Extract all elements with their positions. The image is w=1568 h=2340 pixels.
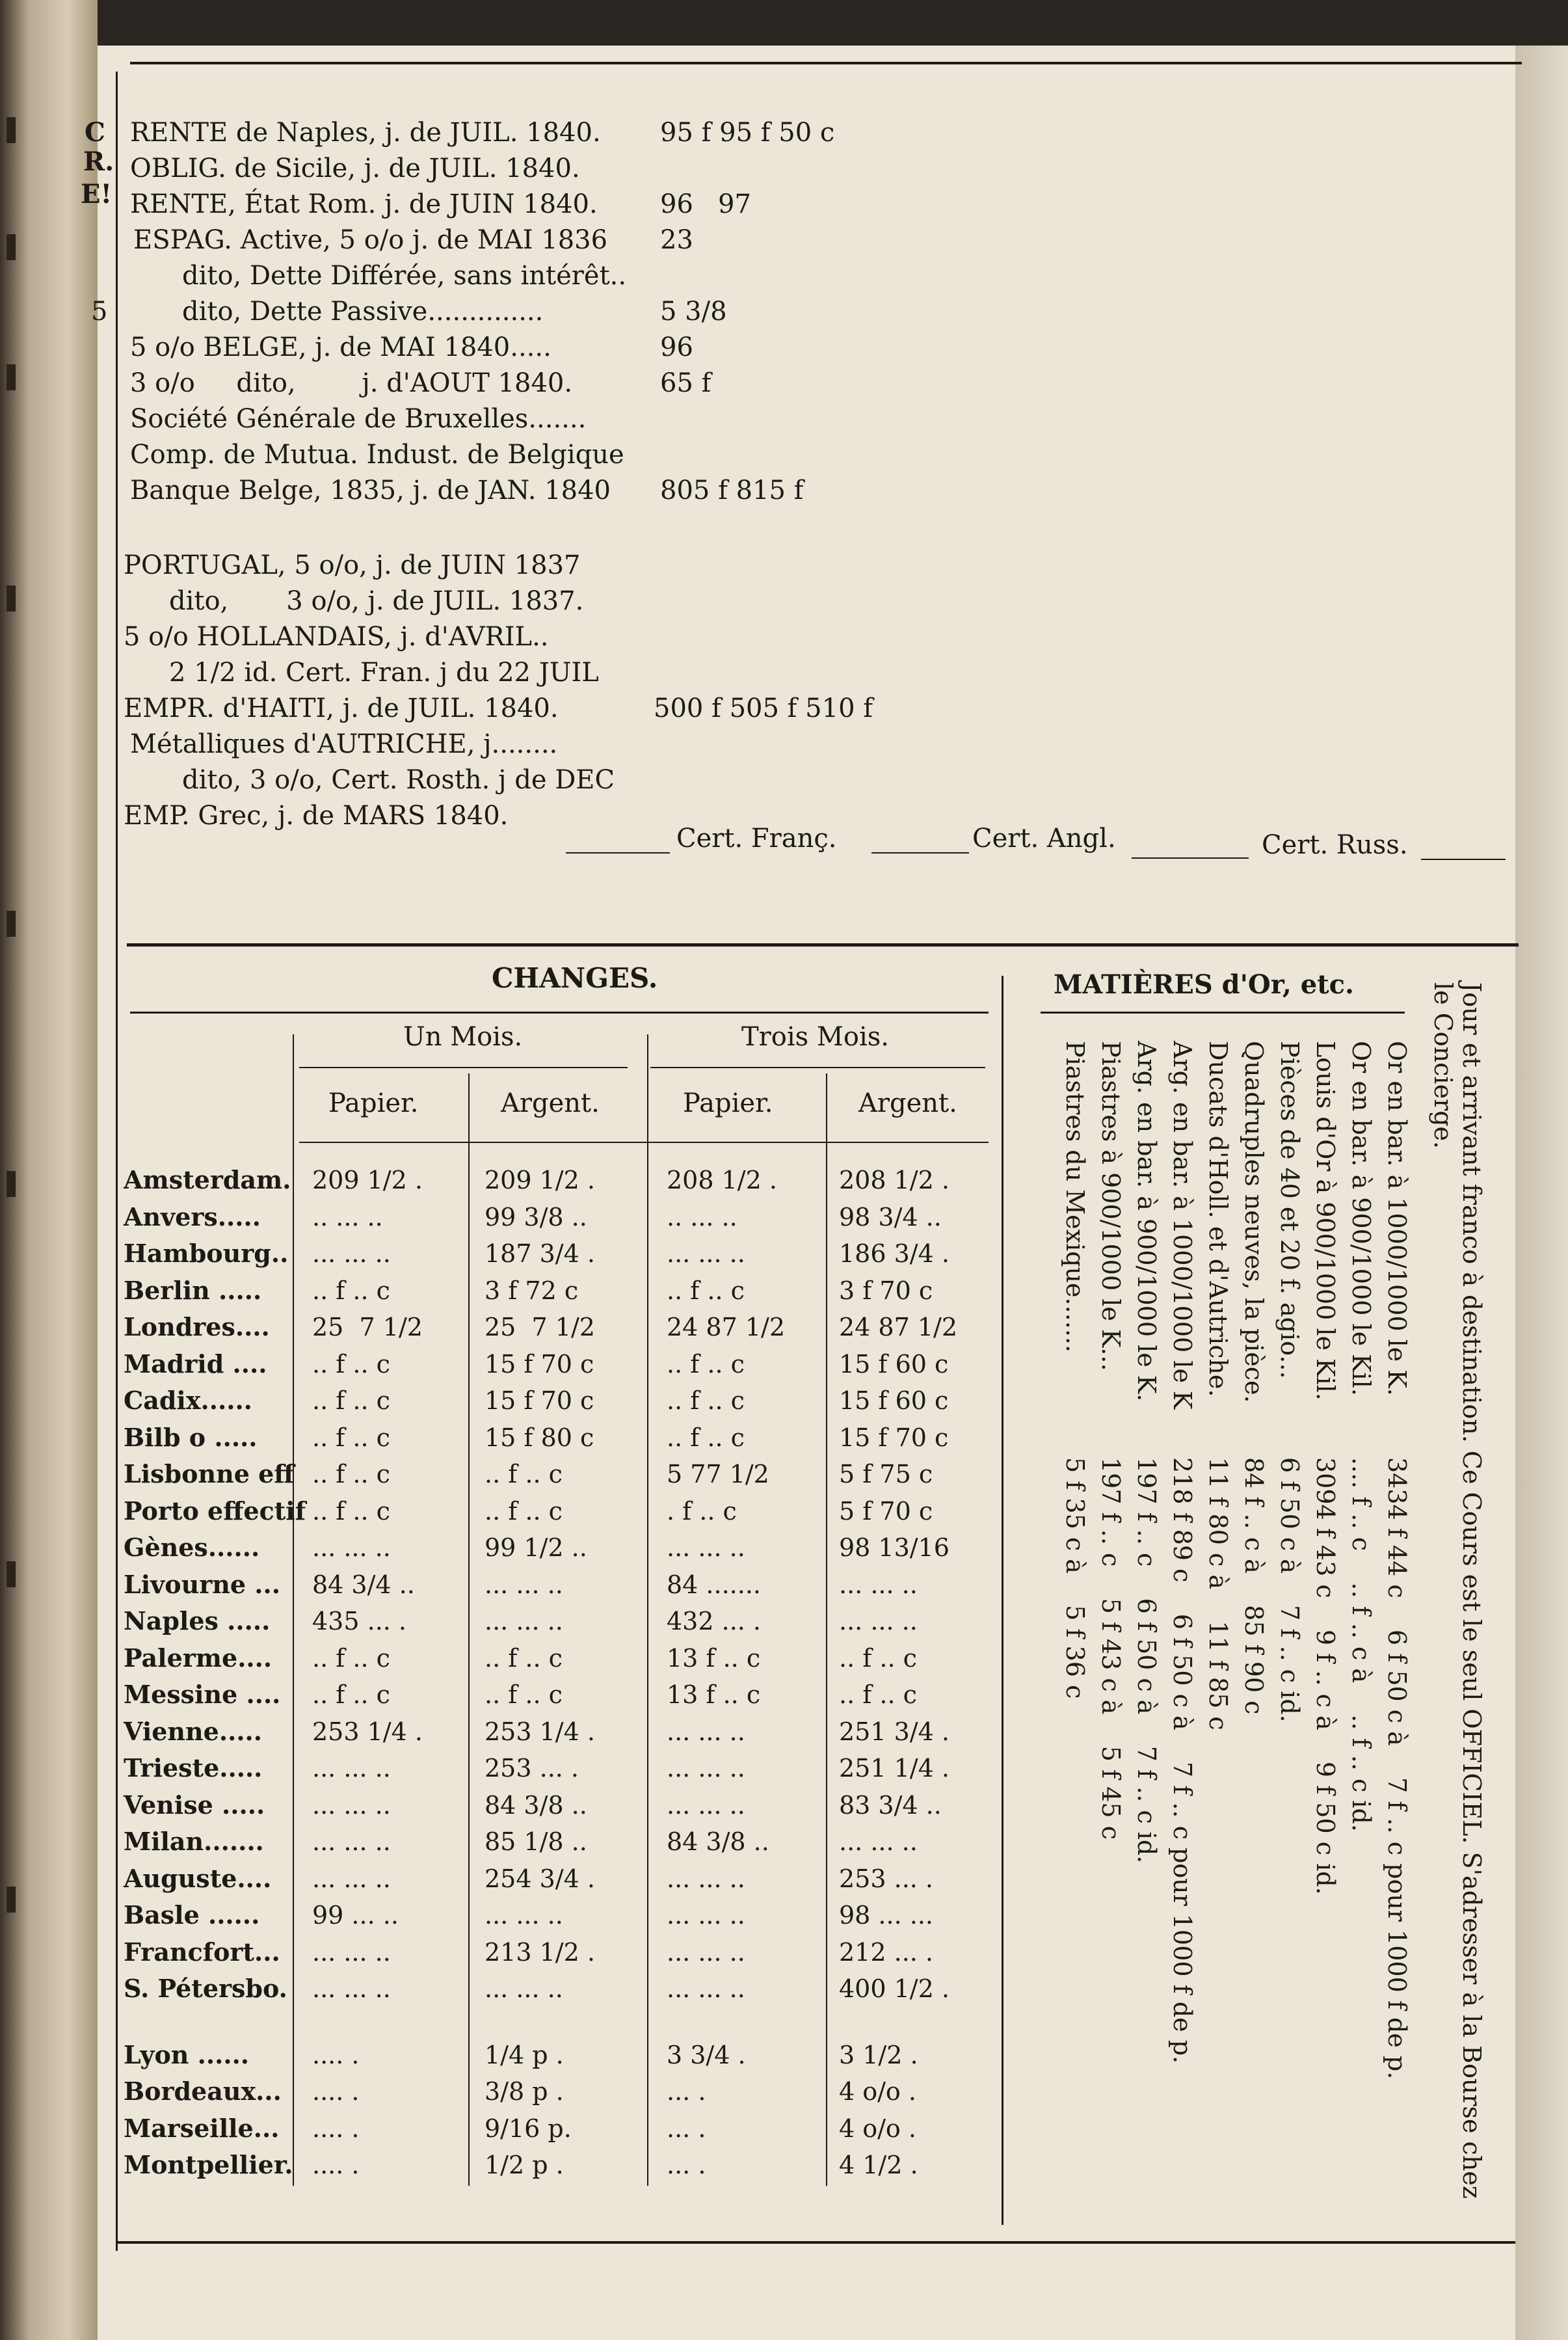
change-place: Venise ..... (124, 1790, 265, 1820)
change-place: Londres.... (124, 1312, 270, 1341)
change-value: .... . (312, 2151, 360, 2179)
change-value: 3 f 72 c (485, 1276, 579, 1305)
change-value: 3/8 p . (485, 2077, 564, 2106)
fonds-label: ESPAG. Active, 5 o/o j. de MAI 1836 (133, 225, 608, 255)
change-value: 400 1/2 . (839, 1974, 950, 2003)
col-line (647, 1034, 648, 2186)
change-value: .. f .. c (485, 1497, 563, 1526)
change-place: Auguste.... (124, 1864, 272, 1893)
change-value: ... . (667, 2077, 706, 2106)
change-value: ... ... .. (839, 1607, 918, 1635)
change-value: 25 7 1/2 (485, 1313, 595, 1341)
col-papier-2: Papier. (683, 1088, 773, 1118)
change-value: .. f .. c (485, 1460, 563, 1488)
change-value: .. f .. c (839, 1680, 917, 1709)
matiere-label: Quadruples neuves, la pièce. (1240, 1041, 1268, 1403)
change-value: 4 o/o . (839, 2114, 916, 2143)
fonds-label: Société Générale de Bruxelles....... (130, 404, 587, 434)
matiere-label: Ducats d'Holl. et d'Autriche. (1204, 1041, 1232, 1397)
fonds-value: 5 3/8 (660, 297, 727, 327)
change-value: ... ... .. (667, 1791, 745, 1820)
change-value: .... . (312, 2041, 360, 2069)
change-place: Cadix...... (124, 1386, 252, 1415)
change-place: Amsterdam. (124, 1165, 291, 1194)
change-value: 13 f .. c (667, 1680, 761, 1709)
change-value: .. f .. c (312, 1680, 390, 1709)
change-value: 24 87 1/2 (667, 1313, 786, 1341)
change-value: .... . (312, 2114, 360, 2143)
change-value: 85 1/8 .. (485, 1827, 587, 1856)
changes-title-rule (130, 1012, 989, 1014)
bottom-rule (117, 2241, 1515, 2244)
change-place: Milan....... (124, 1827, 264, 1856)
change-value: ... ... .. (667, 1864, 745, 1893)
change-value: ... ... .. (667, 1239, 745, 1268)
change-value: 5 f 70 c (839, 1497, 933, 1526)
change-value: ... ... .. (667, 1717, 745, 1746)
change-value: 15 f 70 c (485, 1350, 594, 1378)
fonds-label: OBLIG. de Sicile, j. de JUIL. 1840. (130, 154, 580, 183)
top-rule (130, 62, 1522, 64)
matiere-value: 5 f 35 c à 5 f 36 c (1061, 1457, 1089, 1699)
fonds-label: 5 o/o HOLLANDAIS, j. d'AVRIL.. (124, 622, 549, 652)
change-place: Francfort... (124, 1937, 280, 1967)
fonds-label: dito, Dette Passive.............. (182, 297, 544, 327)
change-value: ... ... .. (667, 1533, 745, 1562)
fonds-label: RENTE, État Rom. j. de JUIN 1840. (130, 189, 598, 219)
blank-line (1132, 857, 1249, 859)
change-value: ... ... .. (485, 1570, 563, 1599)
change-value: .. f .. c (312, 1386, 390, 1415)
change-value: .. f .. c (485, 1644, 563, 1673)
change-value: 15 f 70 c (485, 1386, 594, 1415)
matiere-value: 197 f .. c 5 f 43 c à 5 f 45 c (1096, 1457, 1125, 1840)
change-value: .. f .. c (485, 1680, 563, 1709)
change-value: 208 1/2 . (667, 1166, 777, 1194)
change-value: 13 f .. c (667, 1644, 761, 1673)
page-edge (1515, 46, 1568, 2340)
left-border (116, 72, 118, 969)
fonds-value: 96 97 (660, 189, 751, 219)
change-place: Hambourg.. (124, 1239, 289, 1268)
change-place: Anvers..... (124, 1202, 261, 1231)
column-divider (1002, 976, 1003, 2225)
change-value: .. ... .. (312, 1203, 383, 1231)
change-value: 3 3/4 . (667, 2041, 746, 2069)
change-value: .. f .. c (667, 1423, 745, 1452)
change-value: 251 3/4 . (839, 1717, 950, 1746)
fonds-label: EMP. Grec, j. de MARS 1840. (124, 801, 509, 831)
change-place: Naples ..... (124, 1606, 271, 1635)
col-line (468, 1073, 470, 2186)
margin-letter: 5 (91, 297, 108, 327)
matiere-label: Pièces de 40 et 20 f. agio... (1275, 1041, 1304, 1379)
change-place: Trieste..... (124, 1753, 263, 1782)
margin-letter: E! (81, 179, 113, 209)
change-value: 4 o/o . (839, 2077, 916, 2106)
change-value: .. f .. c (312, 1460, 390, 1488)
change-value: 9/16 p. (485, 2114, 572, 2143)
change-value: 84 3/8 .. (485, 1791, 587, 1820)
change-value: 186 3/4 . (839, 1239, 950, 1268)
change-value: ... ... .. (312, 1533, 391, 1562)
matieres-title: MATIÈRES d'Or, etc. (1054, 969, 1354, 1000)
change-place: Montpellier. (124, 2150, 293, 2179)
matiere-value: 197 f .. c 6 f 50 c à 7 f .. c id. (1132, 1457, 1161, 1864)
left-border (116, 950, 118, 2251)
change-value: .. f .. c (312, 1644, 390, 1673)
blank-line (1421, 859, 1506, 860)
change-value: .. f .. c (312, 1497, 390, 1526)
fonds-label: Comp. de Mutua. Indust. de Belgique (130, 440, 624, 470)
fonds-label: 2 1/2 id. Cert. Fran. j du 22 JUIL (169, 658, 599, 688)
group-rule (650, 1067, 985, 1068)
change-value: 98 ... ... (839, 1901, 933, 1930)
change-value: 5 77 1/2 (667, 1460, 769, 1488)
matiere-label: Or en bar. à 900/1000 le Kil. (1347, 1041, 1375, 1396)
col-argent-1: Argent. (501, 1088, 600, 1118)
fonds-value: 96 (660, 332, 693, 362)
changes-title: CHANGES. (492, 962, 658, 994)
fonds-label: dito, 3 o/o, Cert. Rosth. j de DEC (182, 765, 615, 795)
col-line (826, 1073, 827, 2186)
change-place: Marseille... (124, 2114, 280, 2143)
fonds-label: Métalliques d'AUTRICHE, j........ (130, 729, 558, 759)
change-value: 251 1/4 . (839, 1754, 950, 1782)
margin-letter: R. (83, 146, 114, 177)
cert-angl: Cert. Angl. (972, 824, 1116, 854)
cert-russ: Cert. Russ. (1262, 830, 1408, 860)
change-value: 209 1/2 . (312, 1166, 423, 1194)
change-value: 187 3/4 . (485, 1239, 595, 1268)
change-value: ... ... .. (312, 1938, 391, 1967)
fonds-label: 5 o/o BELGE, j. de MAI 1840..... (130, 332, 551, 362)
change-value: ... ... .. (667, 1938, 745, 1967)
change-place: Madrid .... (124, 1349, 267, 1378)
fonds-label: PORTUGAL, 5 o/o, j. de JUIN 1837 (124, 550, 581, 580)
change-place: S. Pétersbo. (124, 1974, 287, 2003)
change-value: 213 1/2 . (485, 1938, 595, 1967)
col-argent-2: Argent. (858, 1088, 957, 1118)
group-rule (299, 1067, 628, 1068)
change-value: 98 3/4 .. (839, 1203, 942, 1231)
change-value: ... ... .. (667, 1901, 745, 1930)
fonds-label: dito, Dette Différée, sans intérêt.. (182, 261, 627, 291)
change-value: 432 ... . (667, 1607, 762, 1635)
change-place: Basle ...... (124, 1900, 260, 1930)
change-value: 98 13/16 (839, 1533, 950, 1562)
change-value: .. ... .. (667, 1203, 737, 1231)
change-value: ... ... .. (667, 1754, 745, 1782)
matiere-label: Or en bar. à 1000/1000 le K. (1383, 1041, 1411, 1396)
matiere-label: Arg. en bar. à 900/1000 le K. (1132, 1041, 1161, 1402)
change-value: ... ... .. (485, 1974, 563, 2003)
change-value: ... ... .. (312, 1754, 391, 1782)
change-value: 254 3/4 . (485, 1864, 595, 1893)
change-value: 3 1/2 . (839, 2041, 918, 2069)
col-papier-1: Papier. (328, 1088, 419, 1118)
change-value: ... . (667, 2151, 706, 2179)
change-value: 83 3/4 .. (839, 1791, 942, 1820)
change-place: Bordeaux... (124, 2077, 282, 2106)
change-value: ... ... .. (485, 1607, 563, 1635)
matieres-footer: Jour et arrivant franco à destination. Ce Cours est le seul OFFICIEL. S'adresser à la Bourse chez le Concierge. (1429, 982, 1486, 2199)
change-value: 15 f 80 c (485, 1423, 594, 1452)
change-value: 1/2 p . (485, 2151, 564, 2179)
change-value: .. f .. c (667, 1276, 745, 1305)
change-value: 15 f 60 c (839, 1386, 949, 1415)
change-value: 25 7 1/2 (312, 1313, 423, 1341)
change-value: ... ... .. (839, 1827, 918, 1856)
change-value: ... ... .. (839, 1570, 918, 1599)
change-value: 209 1/2 . (485, 1166, 595, 1194)
fonds-value: 65 f (660, 368, 711, 398)
change-value: 212 ... . (839, 1938, 934, 1967)
change-place: Lyon ...... (124, 2040, 250, 2069)
fonds-value: 805 f 815 f (660, 476, 804, 505)
matiere-value: 218 f 89 c 6 f 50 c à 7 f .. c pour 1000 f de p. (1168, 1457, 1197, 2064)
matiere-label: Louis d'Or à 900/1000 le Kil. (1311, 1041, 1340, 1401)
change-value: ... ... .. (312, 1239, 391, 1268)
blank-line (566, 852, 670, 854)
change-value: 84 ....... (667, 1570, 761, 1599)
change-place: Livourne ... (124, 1570, 280, 1599)
matiere-value: 11 f 80 c à 11 f 85 c (1204, 1457, 1232, 1730)
cert-franc: Cert. Franç. (676, 824, 837, 854)
change-value: 24 87 1/2 (839, 1313, 958, 1341)
change-value: ... ... .. (312, 1791, 391, 1820)
matieres-title-rule (1041, 1012, 1405, 1014)
change-value: 253 1/4 . (312, 1717, 423, 1746)
change-place: Lisbonne eff (124, 1459, 295, 1488)
change-value: 99 1/2 .. (485, 1533, 587, 1562)
change-value: 84 3/8 .. (667, 1827, 769, 1856)
change-place: Gènes...... (124, 1533, 260, 1562)
change-place: Bilb o ..... (124, 1423, 258, 1452)
change-value: 84 3/4 .. (312, 1570, 415, 1599)
blank-line (871, 852, 969, 854)
change-value: 15 f 70 c (839, 1423, 949, 1452)
change-value: .. f .. c (312, 1276, 390, 1305)
change-value: .. f .. c (667, 1386, 745, 1415)
change-value: 208 1/2 . (839, 1166, 950, 1194)
fonds-label: EMPR. d'HAITI, j. de JUIL. 1840. (124, 693, 559, 723)
change-place: Vienne..... (124, 1717, 263, 1746)
change-value: 253 1/4 . (485, 1717, 595, 1746)
matiere-value: .... f .. c .. f .. c à .. f .. c id. (1347, 1457, 1375, 1832)
matiere-value: 6 f 50 c à 7 f .. c id. (1275, 1457, 1304, 1723)
fonds-value: 95 f 95 f 50 c (660, 118, 835, 148)
matiere-value: 3094 f 43 c 9 f .. c à 9 f 50 c id. (1311, 1457, 1340, 1895)
change-value: .... . (312, 2077, 360, 2106)
trois-mois-header: Trois Mois. (741, 1022, 889, 1052)
matiere-value: 3434 f 44 c 6 f 50 c à 7 f .. c pour 1000 f de p. (1383, 1457, 1411, 2080)
fonds-label: 3 o/o dito, j. d'AOUT 1840. (130, 368, 573, 398)
change-value: 5 f 75 c (839, 1460, 933, 1488)
change-value: .. f .. c (312, 1423, 390, 1452)
change-place: Messine .... (124, 1680, 281, 1709)
change-value: 99 ... .. (312, 1901, 399, 1930)
change-value: .. f .. c (667, 1350, 745, 1378)
margin-letter: C (85, 117, 105, 148)
change-place: Berlin ..... (124, 1276, 262, 1305)
matiere-value: 84 f .. c à 85 f 90 c (1240, 1457, 1268, 1715)
book-spine (0, 0, 98, 2340)
change-value: 435 ... . (312, 1607, 407, 1635)
fonds-label: dito, 3 o/o, j. de JUIL. 1837. (169, 586, 584, 616)
fonds-value: 500 f 505 f 510 f (654, 693, 873, 723)
header-rule (299, 1142, 989, 1143)
section-rule (127, 943, 1519, 947)
col-line (293, 1034, 294, 2186)
change-value: 3 f 70 c (839, 1276, 933, 1305)
change-value: . f .. c (667, 1497, 737, 1526)
change-place: Palerme.... (124, 1643, 272, 1673)
change-place: Porto effectif (124, 1496, 306, 1526)
change-value: 253 ... . (839, 1864, 934, 1893)
fonds-value: 23 (660, 225, 693, 255)
change-value: ... ... .. (667, 1974, 745, 2003)
un-mois-header: Un Mois. (403, 1022, 523, 1052)
fonds-label: Banque Belge, 1835, j. de JAN. 1840 (130, 476, 611, 505)
change-value: ... ... .. (312, 1974, 391, 2003)
change-value: 4 1/2 . (839, 2151, 918, 2179)
change-value: ... ... .. (485, 1901, 563, 1930)
matiere-label: Piastres du Mexique....... (1061, 1041, 1089, 1353)
change-value: ... ... .. (312, 1827, 391, 1856)
change-value: 1/4 p . (485, 2041, 564, 2069)
change-value: 15 f 60 c (839, 1350, 949, 1378)
change-value: ... . (667, 2114, 706, 2143)
change-value: .. f .. c (839, 1644, 917, 1673)
change-value: 253 ... . (485, 1754, 579, 1782)
change-value: ... ... .. (312, 1864, 391, 1893)
matiere-label: Piastres à 900/1000 le K... (1096, 1041, 1125, 1371)
change-value: .. f .. c (312, 1350, 390, 1378)
matiere-label: Arg. en bar. à 1000/1000 le K (1168, 1041, 1197, 1410)
fonds-label: RENTE de Naples, j. de JUIL. 1840. (130, 118, 601, 148)
change-value: 99 3/8 .. (485, 1203, 587, 1231)
